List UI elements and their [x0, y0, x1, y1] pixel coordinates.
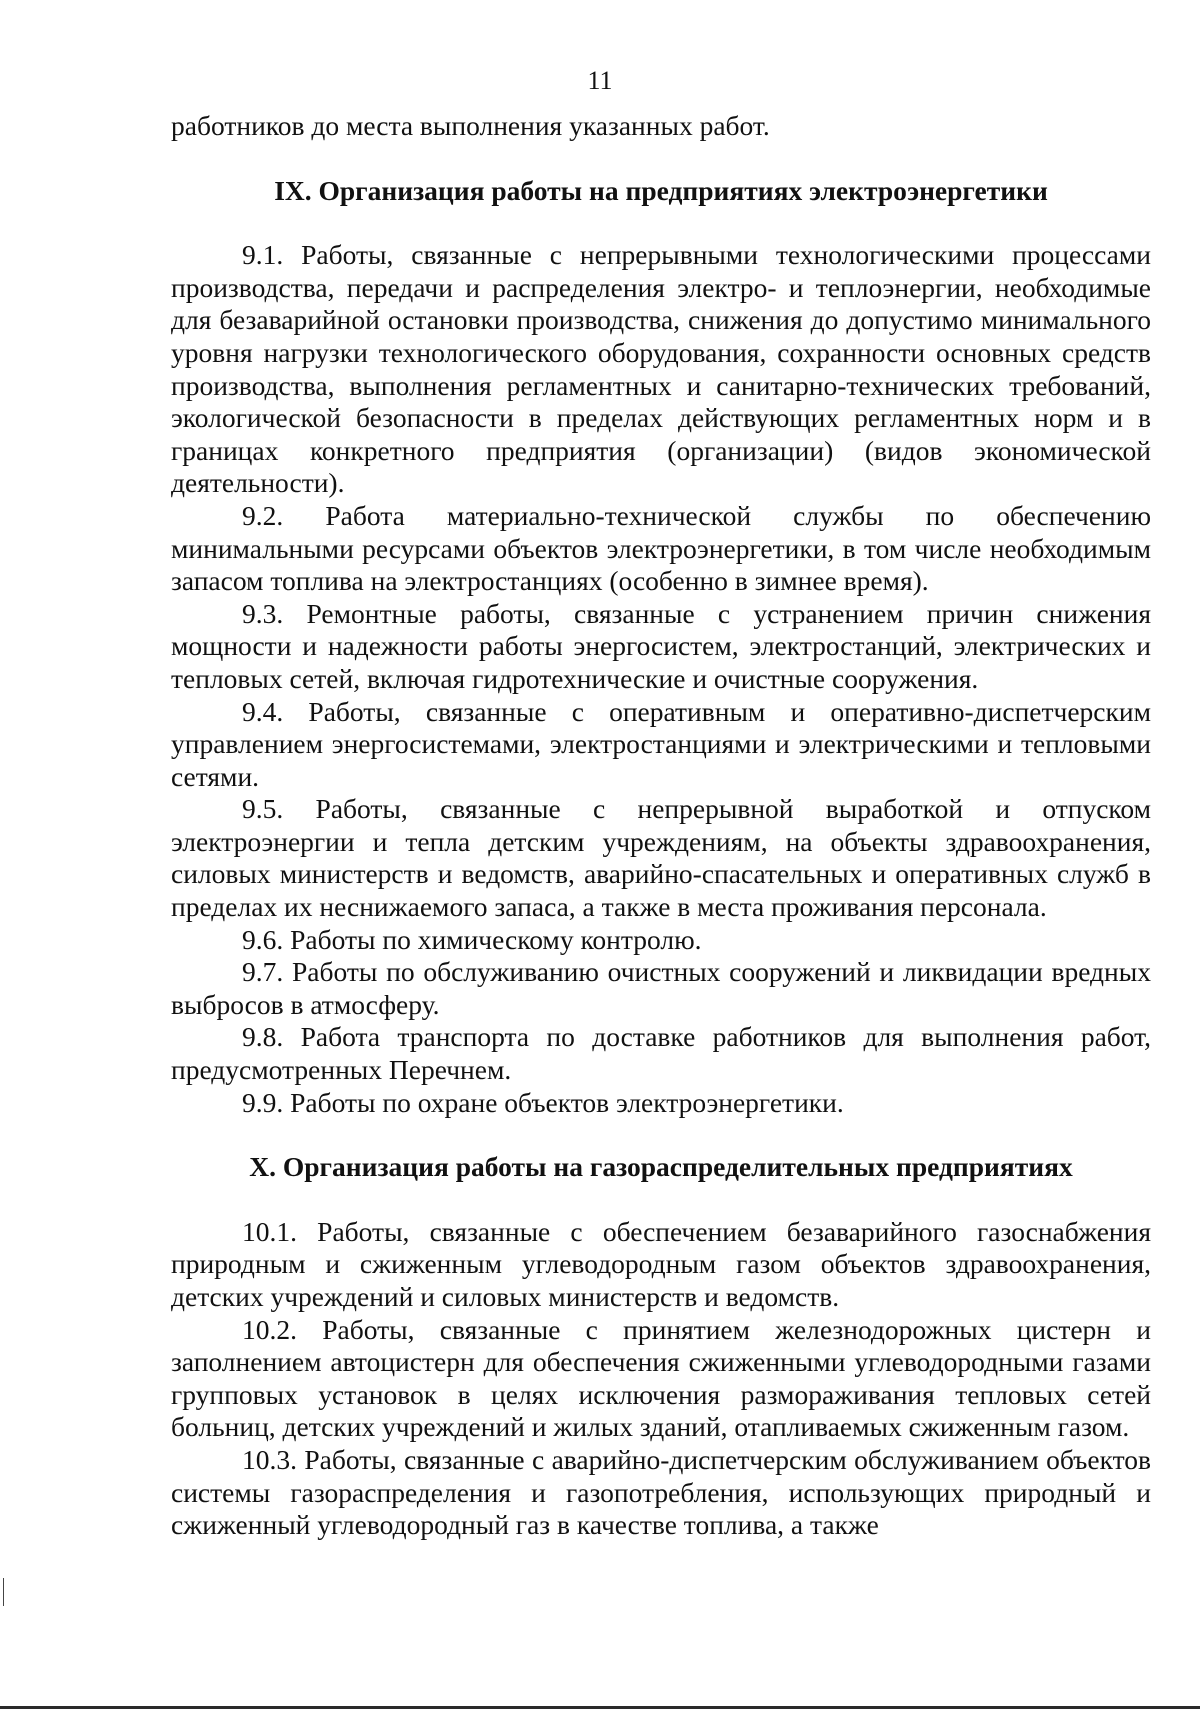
paragraph-9-4: 9.4. Работы, связанные с оперативным и оперативно-диспетчерским управлением энергосистемами, электростанциями и электрическими и тепловыми сетями. [171, 695, 1151, 792]
section-heading-ix: IX. Организация работы на предприятиях электроэнергетики [274, 174, 1048, 206]
page-number: 11 [587, 66, 613, 95]
scan-artifact-left [3, 1578, 4, 1606]
scan-edge-bottom [0, 1706, 1200, 1709]
paragraph-9-8: 9.8. Работа транспорта по доставке работников для выполнения работ, предусмотренных Перечнем. [171, 1021, 1151, 1086]
paragraph-9-5: 9.5. Работы, связанные с непрерывной выработкой и отпуском электроэнергии и тепла детским учреждениям, на объекты здравоохранения, силовых министерств и ведомств, аварийно-спасательных и оперативных служб в пределах их неснижаемого запаса, а также в места проживания персонала. [171, 793, 1151, 923]
paragraph-9-9: 9.9. Работы по охране объектов электроэнергетики. [242, 1086, 844, 1118]
paragraph-continuation: работников до места выполнения указанных работ. [171, 110, 770, 141]
paragraph-9-2: 9.2. Работа материально-технической службы по обеспечению минимальными ресурсами объектов электроэнергетики, в том числе необходимым запасом топлива на электростанциях (особенно в зимнее время). [171, 499, 1151, 597]
paragraph-9-6: 9.6. Работы по химическому контролю. [242, 923, 702, 955]
paragraph-10-1: 10.1. Работы, связанные с обеспечением безаварийного газоснабжения природным и сжиженным углеводородным газом объектов здравоохранения, детских учреждений и силовых министерств и ведомств. [171, 1215, 1151, 1312]
paragraph-10-2: 10.2. Работы, связанные с принятием железнодорожных цистерн и заполнением автоцистерн для обеспечения сжиженными углеводородными газами групповых установок в целях исключения размораживания тепловых сетей больниц, детских учреждений и жилых зданий, отапливаемых сжиженным газом. [171, 1313, 1151, 1443]
paragraph-9-3: 9.3. Ремонтные работы, связанные с устранением причин снижения мощности и надежности работы энергосистем, электростанций, электрических и тепловых сетей, включая гидротехнические и очистные сооружения. [171, 597, 1151, 694]
paragraph-9-1: 9.1. Работы, связанные с непрерывными технологическими процессами производства, передачи и распределения электро- и теплоэнергии, необходимые для безаварийной остановки производства, снижения до допустимо минимального уровня нагрузки технологического оборудования, сохранности основных средств производства, выполнения регламентных и санитарно-технических требований, экологической безопасности в пределах действующих регламентных норм и в границах конкретного предприятия (организации) (видов экономической деятельности). [171, 239, 1151, 499]
document-body [171, 110, 1151, 1542]
paragraph-10-3: 10.3. Работы, связанные с аварийно-диспетчерским обслуживанием объектов системы газораспределения и газопотребления, использующих природный и сжиженный углеводородный газ в качестве топлива, а также [171, 1443, 1151, 1541]
paragraph-9-7: 9.7. Работы по обслуживанию очистных сооружений и ликвидации вредных выбросов в атмосферу. [171, 956, 1151, 1020]
section-heading-x: X. Организация работы на газораспределительных предприятиях [249, 1151, 1073, 1183]
